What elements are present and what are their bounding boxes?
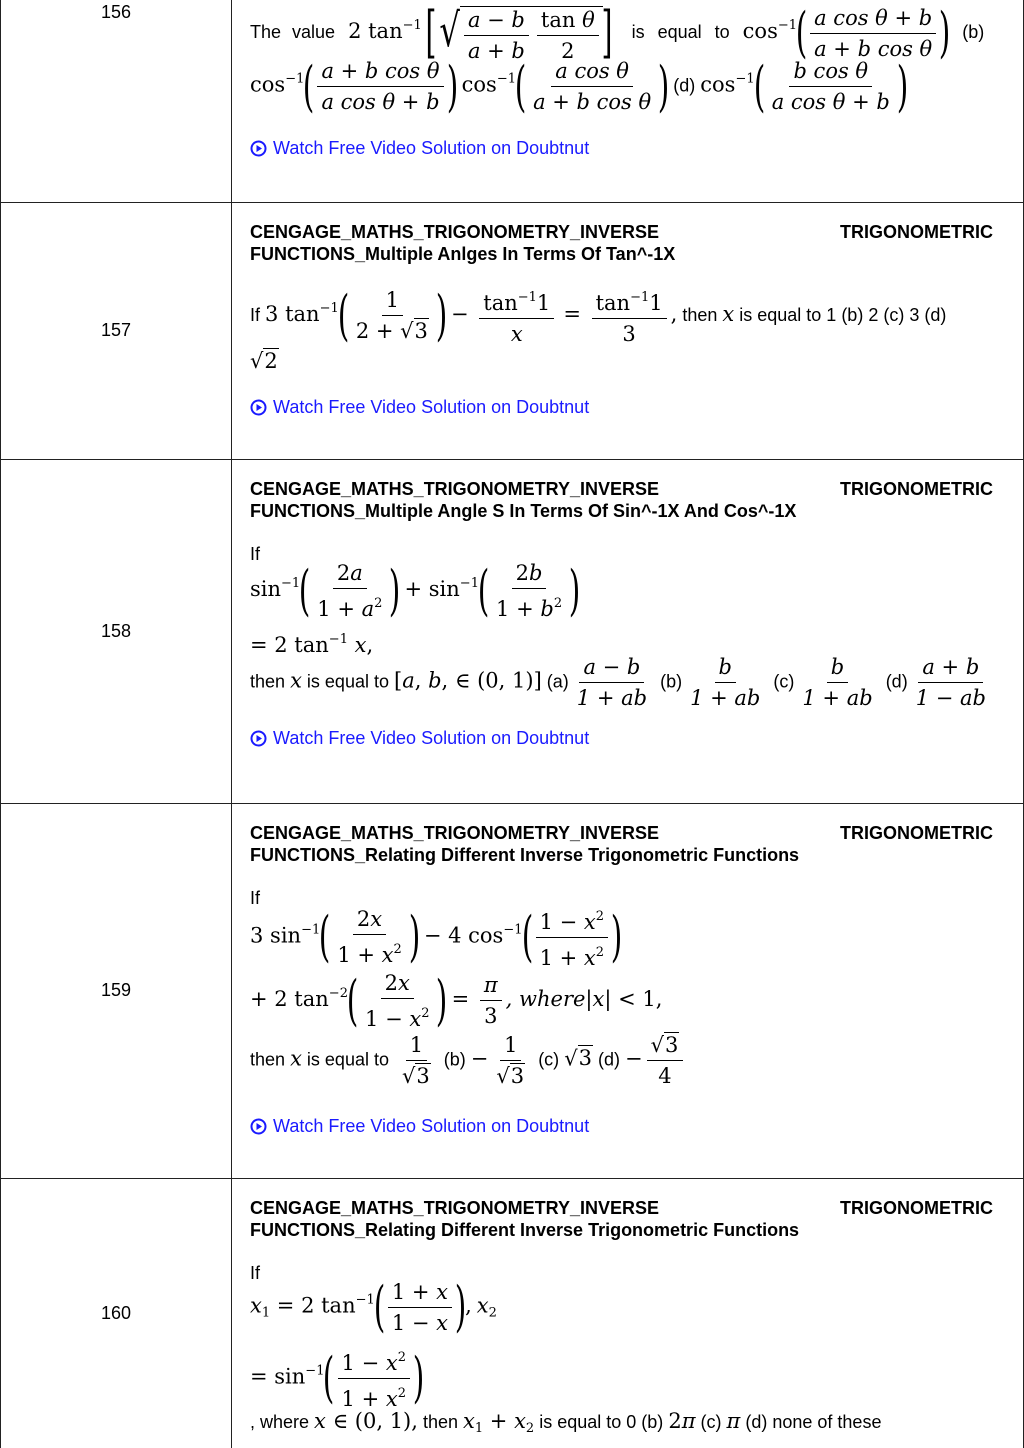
question-text: The value 2 $\tan^{-1}$ [ √ $\frac{a - b}{a + b}$ $\frac{\text{tan θ}}{2}$ ] is equal to $\cos^{-1}$( $\frac{\text{a cos θ + b}}{\text{a + b cos θ}}$ ) (b) (250, 0, 985, 65)
question-number (1, 0, 232, 202)
question-cell (232, 803, 1024, 1178)
watch-video-link[interactable] (250, 138, 589, 159)
table-row (1, 459, 1024, 803)
question-number (1, 803, 232, 1178)
question-heading: CENGAGE_MATHS_TRIGONOMETRY_INVERSE TRIGONOMETRIC FUNCTIONS_Multiple Anlges In Terms Of Tan^-1X (250, 221, 993, 264)
question-number-text: 156 (100, 2, 132, 22)
link-label: Watch Free Video Solution on Doubtnut (273, 396, 590, 417)
link-label: Watch Free Video Solution on Doubtnut (273, 138, 590, 158)
question-heading: CENGAGE_MATHS_TRIGONOMETRY_INVERSE TRIGONOMETRIC FUNCTIONS_Relating Different Inverse Trigonometric Functions (250, 822, 993, 865)
question-number (1, 202, 232, 459)
link-label: Watch Free Video Solution on Doubtnut (273, 727, 590, 748)
question-options: , where x ∈ (0, 1), then $x_1 + x_2$ is equal to 0 (b) 2π (c) π (d) none of these (250, 1408, 882, 1436)
question-text: 3 $\sin^{-1}$( $\frac{2x}{1 + x^2}$ ) − 4 $\cos^{-1}$( $\frac{1 - x^2}{1 + x^2}$ ) (250, 905, 623, 970)
question-number-text: 157 (100, 320, 132, 340)
question-cell (232, 202, 1024, 459)
text-the-value: The value (250, 21, 336, 42)
question-text: $\sin^{-1}$( $\frac{2a}{1 + a^2}$ ) + $\sin^{-1}$( $\frac{2b}{1 + b^2}$ ) (250, 558, 581, 622)
table-row (1, 803, 1024, 1178)
question-cell (232, 459, 1024, 803)
question-if: If (250, 887, 261, 908)
watch-video-link[interactable] (250, 1116, 589, 1137)
question-cell (232, 1178, 1024, 1448)
table-row (1, 1178, 1024, 1448)
question-text: $x_1 = 2$ $\tan^{-1}$( $\frac{1 + x}{1 - x}$ ), $x_2$ (250, 1275, 497, 1338)
question-options: then x is equal to $\frac{1}{√3}$ (b) − $\frac{1}{√3}$ (c) √3 (d) − $\frac{√3}{4}$ (250, 1032, 687, 1089)
question-text-line2: = 2 $\tan^{-1} x$, (250, 631, 374, 657)
question-text-line2: = $\sin^{-1}$( $\frac{1 - x^2}{1 + x^2}$ ) (250, 1346, 425, 1411)
question-options: then x is equal to [a, b, ∈ (0, 1)] (a) $\frac{a - b}{1 + ab}$ (b) $\frac{b}{1 + ab}$ (c) $\frac{b}{1 + ab}$ (d) $\frac{a + b}{1 - ab}$ (250, 654, 986, 710)
text-is-equal-to: is equal to (631, 21, 730, 42)
question-cell (232, 0, 1024, 202)
table-row (1, 202, 1024, 459)
question-heading: CENGAGE_MATHS_TRIGONOMETRY_INVERSE TRIGONOMETRIC FUNCTIONS_Multiple Angle S In Terms Of Sin^-1X And Cos^-1X (250, 478, 993, 521)
question-number-text: 160 (100, 1302, 132, 1323)
play-icon (250, 1118, 267, 1135)
play-icon (250, 730, 267, 747)
question-if: If (250, 1262, 261, 1283)
option-d-label: (d) (673, 75, 696, 96)
play-icon (250, 399, 267, 416)
option-d-value: √2 (250, 348, 278, 373)
watch-video-link[interactable] (250, 728, 589, 749)
question-number-text: 158 (100, 620, 132, 641)
question-if: If (250, 543, 261, 564)
question-number (1, 459, 232, 803)
question-text: If 3 $\tan^{-1}$( $\frac{1}{2 + √3}$ ) − $\frac{\tan^{-1}1}{x}$ = $\frac{\tan^{-1}1}{3}$ , then x is equal to 1 (b) 2 (c) 3 (d) (250, 283, 947, 347)
play-icon (250, 140, 267, 157)
question-number-text: 159 (100, 980, 132, 1000)
table-row (1, 0, 1024, 202)
question-number (1, 1178, 232, 1448)
link-label: Watch Free Video Solution on Doubtnut (273, 1115, 590, 1136)
watch-video-link[interactable] (250, 397, 589, 418)
option-b-label: (b) (962, 21, 985, 42)
question-text-line2: + 2 $\tan^{-2}$( $\frac{2x}{1 - x^2}$ ) = $\frac{\pi}{3}$ , where|x| < 1, (250, 968, 663, 1032)
question-options: $\cos^{-1}$( $\frac{\text{a + b cos θ}}{\text{a cos θ + b}}$ ) $\cos^{-1}$( $\frac{\text{a cos θ}}{\text{a + b cos θ}}$ ) (d) $\cos^{-1}$( $\frac{\text{b cos θ}}{\text{a cos θ + b}}$ ) (250, 54, 909, 118)
question-heading: CENGAGE_MATHS_TRIGONOMETRY_INVERSE TRIGONOMETRIC FUNCTIONS_Relating Different Inverse Trigonometric Functions (250, 1197, 993, 1240)
